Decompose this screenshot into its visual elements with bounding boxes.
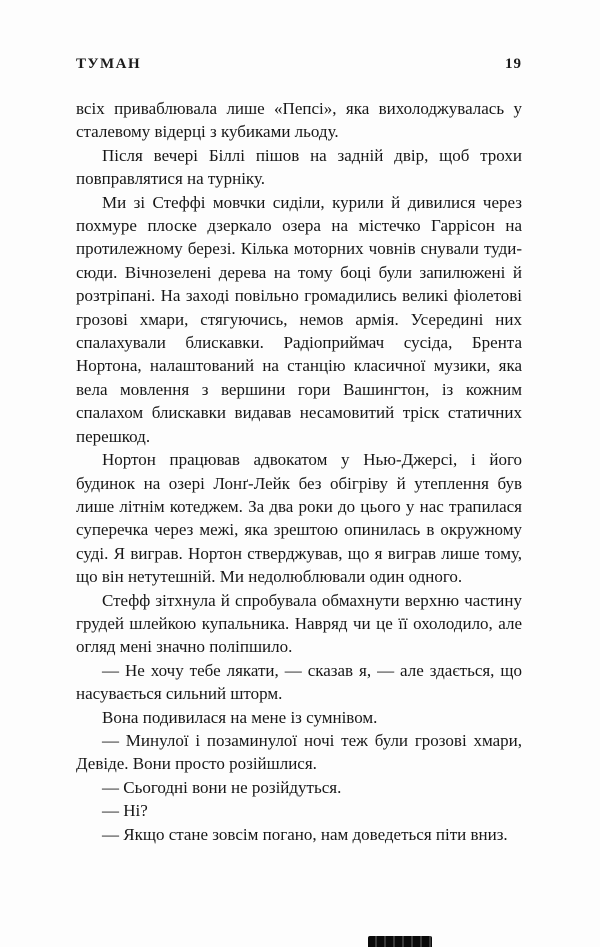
page-bottom-barcode-mark-icon [368,936,432,947]
page-body [76,97,522,846]
paragraph: Нортон працював адвокатом у Нью-Джерсі, і його будинок на озері Лонґ-Лейк без обігріву й утеплення був лише літнім котеджем. За два роки до цього у нас трапилася суперечка через межі, яка зрештою опинилась в окружному суді. Я виграв. Нортон стверджував, що я виграв лише тому, що він нетутешній. Ми недолюблювали один одного. [76,450,522,587]
page-header [76,56,522,73]
paragraph: — Не хочу тебе лякати, — сказав я, — але здається, що насувається сильний шторм. [76,660,522,704]
paragraph: всіх приваблювала лише «Пепсі», яка вихолоджувалась у сталевому відерці з кубиками льоду. [76,99,522,142]
running-title: ТУМАН [76,56,142,72]
paragraph: — Якщо стане зовсім погано, нам доведеться піти вниз. [102,824,508,844]
paragraph: Стефф зітхнула й спробувала обмахнути верхню частину грудей шлейкою купальника. Навряд чи це її охолодило, але огляд мені значно поліпшило. [76,590,522,657]
page-number: 19 [505,56,522,72]
paragraph: Після вечері Біллі пішов на задній двір, щоб трохи повправлятися на турніку. [76,145,522,189]
paragraph: Ми зі Стеффі мовчки сиділи, курили й дивилися через похмуре плоске дзеркало озера на містечко Гаррісон на протилежному березі. Кілька моторних човнів снували туди-сюди. Вічнозелені дерева на тому боці були запилюжені й розтріпані. На заході повільно громадились великі фіолетові грозові хмари, стягуючись, немов армія. Усередині них спалахували блискавки. Радіоприймач сусіда, Брента Нортона, налаштований на станцію класичної музики, яка вела мовлення з вершини гори Вашингтон, із кожним спалахом блискавки видавав несамовитий тріск статичних перешкод. [76,192,522,446]
paragraph: — Ні? [102,801,148,821]
paragraph: Вона подивилася на мене із сумнівом. [102,707,378,727]
paragraph: — Минулої і позаминулої ночі теж були грозові хмари, Девіде. Вони просто розійшлися. [76,730,522,774]
paragraph: — Сьогодні вони не розійдуться. [102,777,342,797]
